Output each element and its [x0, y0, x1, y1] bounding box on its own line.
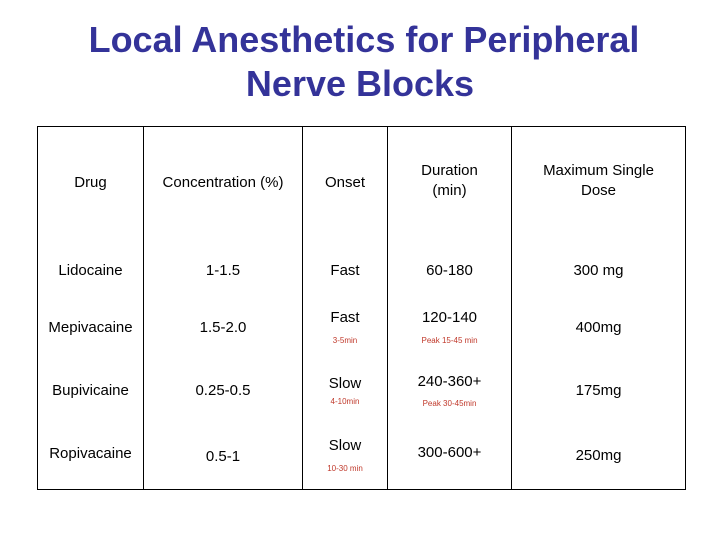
cell-drug: Ropivacaine — [38, 422, 144, 490]
cell-drug: Lidocaine — [38, 234, 144, 296]
page-title — [0, 18, 720, 106]
cell-onset: Fast — [303, 234, 388, 296]
anesthetics-table — [37, 126, 686, 490]
header-drug: Drug — [38, 127, 144, 234]
cell-max-dose: 400mg — [512, 296, 686, 359]
header-max-dose — [512, 127, 686, 234]
header-duration-text: Duration (min) — [421, 162, 478, 200]
header-concentration: Concentration (%) — [144, 127, 303, 234]
table-row — [38, 296, 686, 359]
onset-value: Slow — [328, 374, 362, 392]
cell-concentration: 1-1.5 — [144, 234, 303, 296]
cell-drug: Mepivacaine — [38, 296, 144, 359]
duration-value: 240-360+ — [417, 372, 482, 390]
cell-onset — [303, 296, 388, 359]
cell-concentration: 0.25-0.5 — [144, 359, 303, 422]
duration-note: Peak 30-45min — [422, 398, 477, 408]
onset-value: Fast — [330, 309, 360, 326]
header-onset: Onset — [303, 127, 388, 234]
cell-duration: 300-600+ — [388, 422, 512, 490]
cell-max-dose: 300 mg — [512, 234, 686, 296]
title-line-2: Nerve Blocks — [245, 63, 475, 104]
duration-note: Peak 15-45 min — [421, 336, 478, 345]
cell-drug: Bupivicaine — [38, 359, 144, 422]
cell-onset — [303, 359, 388, 422]
header-max-dose-text: Maximum Single Dose — [543, 162, 654, 200]
duration-value: 120-140 — [421, 309, 478, 326]
header-duration — [388, 127, 512, 234]
onset-value: Slow — [328, 437, 362, 455]
cell-max-dose: 250mg — [512, 422, 686, 490]
cell-duration — [388, 296, 512, 359]
cell-onset — [303, 422, 388, 490]
cell-duration: 60-180 — [388, 234, 512, 296]
cell-concentration: 1.5-2.0 — [144, 296, 303, 359]
cell-max-dose: 175mg — [512, 359, 686, 422]
onset-note: 10-30 min — [327, 464, 363, 474]
cell-duration — [388, 359, 512, 422]
title-line-1: Local Anesthetics for Peripheral — [88, 19, 640, 60]
cell-concentration: 0.5-1 — [144, 422, 303, 490]
onset-note: 3-5min — [332, 336, 358, 345]
table-row — [38, 422, 686, 490]
table-row — [38, 359, 686, 422]
table-row — [38, 234, 686, 296]
table-header-row — [38, 127, 686, 234]
onset-note: 4-10min — [330, 396, 360, 406]
